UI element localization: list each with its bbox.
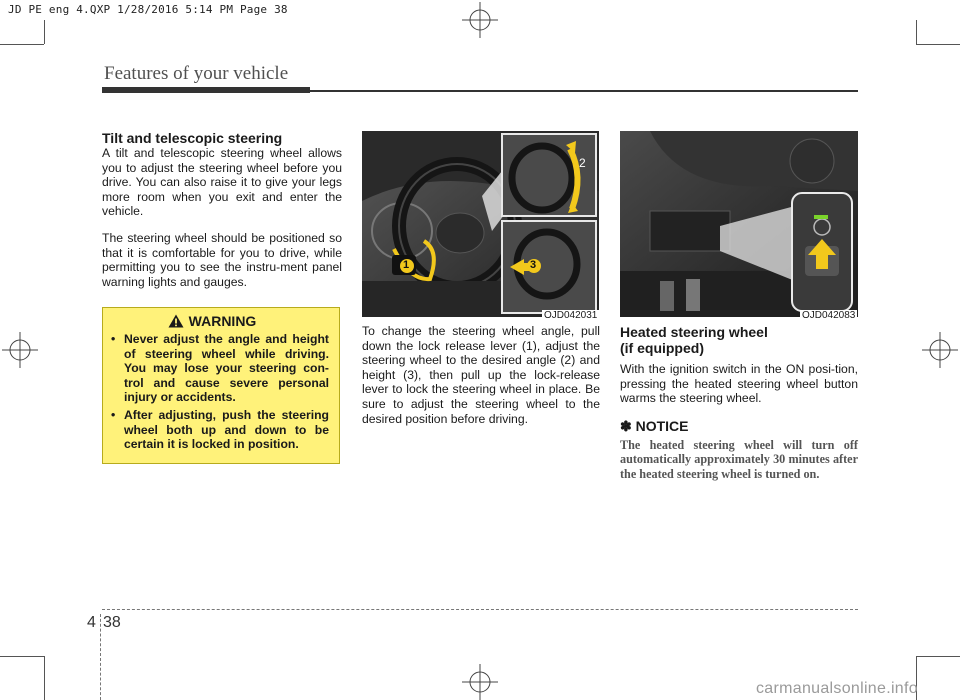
heated-heading-line-1: Heated steering wheel — [620, 324, 768, 340]
crop-mark — [44, 20, 45, 44]
crop-mark — [916, 656, 960, 657]
footer-divider — [100, 614, 101, 700]
heated-section — [620, 324, 858, 482]
steering-wheel-illustration — [362, 131, 599, 317]
crop-mark — [0, 656, 44, 657]
heated-button-illustration — [620, 131, 858, 317]
page-number: 38 — [103, 614, 121, 631]
callout-3: 3 — [530, 259, 537, 271]
adjust-section — [362, 324, 600, 426]
heated-heading — [620, 324, 858, 356]
watermark: carmanualsonline.info — [756, 680, 918, 697]
footer-rule — [102, 609, 858, 610]
heated-button-photo — [620, 131, 858, 317]
notice-title: ✽ NOTICE — [620, 417, 689, 434]
print-slug: JD PE eng 4.QXP 1/28/2016 5:14 PM Page 38 — [8, 3, 288, 16]
registration-mark-icon — [2, 332, 38, 368]
steering-wheel-photo — [362, 131, 599, 317]
warning-item: • Never adjust the angle and height of steering wheel while driving. You may lose your steering con-trol and cause severe personal injury or accidents. — [111, 332, 329, 405]
registration-mark-icon — [462, 664, 498, 700]
heated-paragraph: With the ignition switch in the ON posi-tion, pressing the heated steering wheel button warms the steering wheel. — [620, 362, 858, 406]
notice-body: The heated steering wheel will turn off automatically approximately 30 minutes after the heated steering wheel is turned on. — [620, 437, 858, 481]
adjust-paragraph: To change the steering wheel angle, pull down the lock release lever (1), adjust the steering wheel to the desired angle (2) and height (3), then pull up the lock-release lever to lock the steering wheel in place. Be sure to adjust the steering wheel to the desired position before driving. — [362, 324, 600, 426]
warning-box — [102, 307, 340, 464]
warning-title: WARNING — [188, 313, 257, 329]
header-rule — [310, 90, 858, 92]
tilt-heading: Tilt and telescopic steering — [102, 130, 283, 146]
registration-mark-icon — [462, 2, 498, 38]
warning-triangle-icon — [168, 314, 184, 328]
callout-2: 2 — [579, 156, 586, 170]
tilt-paragraph-2: The steering wheel should be positioned so that it is comfortable for you to drive, while permitting you to see the instru-ment panel warning lights and gauges. — [102, 230, 342, 289]
heated-heading-line-2: (if equipped) — [620, 340, 704, 356]
header-bar — [102, 87, 310, 93]
figure-code: OJD042083 — [802, 310, 856, 321]
registration-mark-icon — [922, 332, 958, 368]
warning-item: • After adjusting, push the steering wheel both up and down to be certain it is locked in position. — [111, 408, 329, 452]
section-number: 4 — [87, 614, 96, 631]
page-header-title: Features of your vehicle — [104, 63, 289, 84]
warning-header — [95, 313, 329, 329]
crop-mark — [44, 656, 45, 700]
crop-mark — [916, 20, 917, 44]
tilt-paragraph-1: A tilt and telescopic steering wheel allows you to adjust the steering wheel before you drive. You can also raise it to give your legs more room when you exit and enter the vehicle. — [102, 146, 342, 219]
tilt-section — [102, 130, 342, 301]
crop-mark — [0, 44, 44, 45]
crop-mark — [916, 44, 960, 45]
warning-list — [111, 332, 329, 452]
callout-1: 1 — [403, 259, 410, 271]
figure-code: OJD042031 — [544, 310, 598, 321]
